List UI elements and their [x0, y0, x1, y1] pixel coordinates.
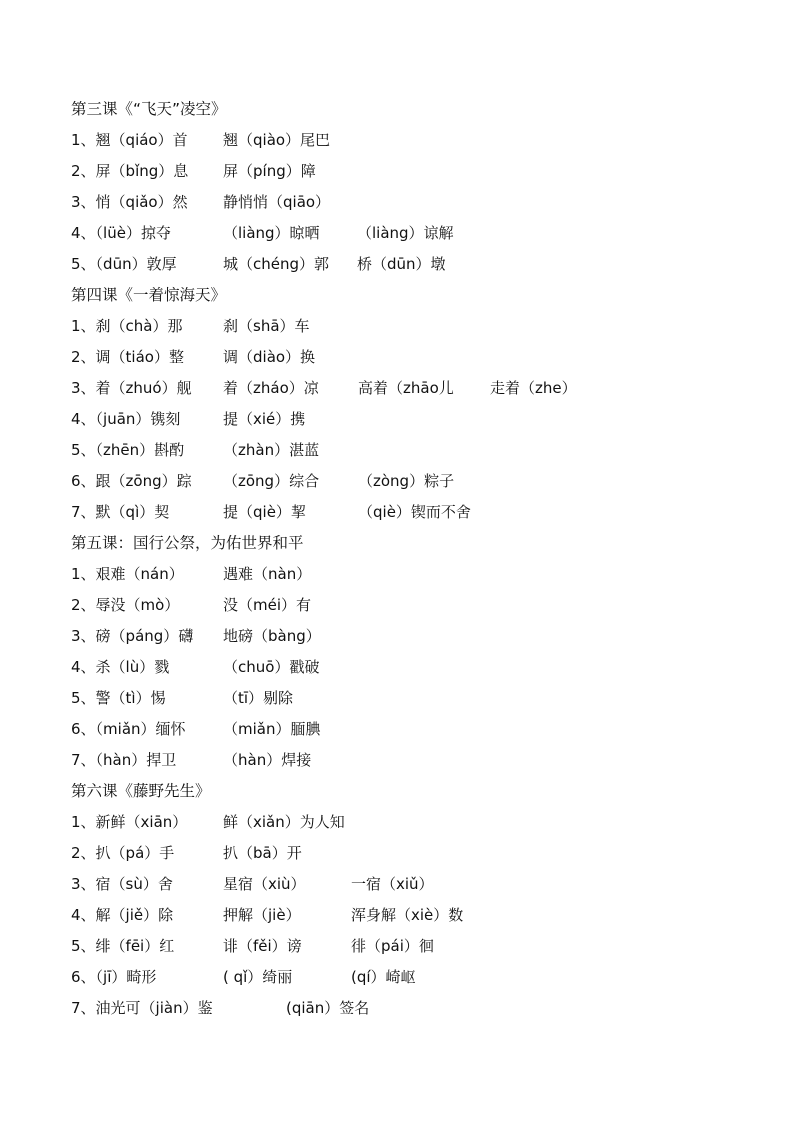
- entry-cell: （zòng）粽子: [358, 471, 455, 490]
- entry-row: [71, 403, 577, 434]
- section-title: 第三课《“飞天”凌空》: [71, 99, 227, 118]
- entry-cell: 地磅（bàng）: [223, 626, 321, 645]
- entry-cell: （zhàn）湛蓝: [223, 440, 320, 459]
- entry-cell: （liàng）晾晒: [223, 223, 320, 242]
- entry-cell: 7、（hàn）捍卫: [71, 750, 177, 769]
- entry-row: [71, 682, 577, 713]
- entry-cell: 星宿（xiù）: [223, 874, 306, 893]
- entry-cell: 6、（miǎn）缅怀: [71, 719, 186, 738]
- entry-cell: 城（chéng）郭: [223, 254, 330, 273]
- entry-row: [71, 372, 577, 403]
- section-lesson-4: [71, 279, 577, 527]
- entry-cell: （hàn）焊接: [223, 750, 312, 769]
- entry-cell: 高着（zhāo儿: [358, 378, 454, 397]
- entry-cell: (qiān）签名: [286, 998, 370, 1017]
- entry-cell: ( qǐ）绮丽: [223, 967, 293, 986]
- entry-cell: (qí）崎岖: [351, 967, 416, 986]
- entry-cell: 扒（bā）开: [223, 843, 302, 862]
- entry-cell: 5、绯（fēi）红: [71, 936, 175, 955]
- entry-cell: 3、宿（sù）舍: [71, 874, 173, 893]
- entry-cell: 1、刹（chà）那: [71, 316, 183, 335]
- entry-cell: 押解（jiè）: [223, 905, 301, 924]
- entry-cell: 翘（qiào）尾巴: [223, 130, 331, 149]
- entry-cell: 7、默（qì）契: [71, 502, 170, 521]
- entry-cell: 1、翘（qiáo）首: [71, 130, 188, 149]
- entry-cell: 4、（lüè）掠夺: [71, 223, 171, 242]
- entry-row: [71, 713, 577, 744]
- entry-cell: 2、调（tiáo）整: [71, 347, 184, 366]
- entry-row: [71, 589, 577, 620]
- entry-row: [71, 186, 577, 217]
- entry-cell: 桥（dūn）墩: [357, 254, 446, 273]
- entry-row: [71, 930, 577, 961]
- entry-cell: 1、新鲜（xiān）: [71, 812, 188, 831]
- entry-row: [71, 837, 577, 868]
- entry-cell: 提（xié）携: [223, 409, 306, 428]
- entry-row: [71, 961, 577, 992]
- entry-row: [71, 217, 577, 248]
- entry-cell: 诽（fěi）谤: [223, 936, 302, 955]
- entry-row: [71, 744, 577, 775]
- entry-cell: 没（méi）有: [223, 595, 312, 614]
- entry-cell: （qiè）锲而不舍: [358, 502, 471, 521]
- entry-cell: （tī）剔除: [223, 688, 294, 707]
- entry-row: [71, 899, 577, 930]
- entry-cell: 一宿（xiǔ）: [351, 874, 434, 893]
- entry-row: [71, 341, 577, 372]
- entry-cell: （chuō）戳破: [223, 657, 320, 676]
- entry-cell: 屏（píng）障: [223, 161, 316, 180]
- entry-cell: 4、杀（lù）戮: [71, 657, 170, 676]
- entry-cell: 5、警（tì）惕: [71, 688, 166, 707]
- entry-cell: 6、跟（zōng）踪: [71, 471, 192, 490]
- entry-row: [71, 651, 577, 682]
- section-lesson-6: [71, 775, 577, 1023]
- entry-cell: 刹（shā）车: [223, 316, 310, 335]
- section-lesson-5: [71, 527, 577, 775]
- section-title: 第四课《一着惊海天》: [71, 285, 227, 304]
- entry-cell: 5、（zhēn）斟酌: [71, 440, 185, 459]
- entry-row: [71, 155, 577, 186]
- entry-row: [71, 496, 577, 527]
- entry-cell: 4、解（jiě）除: [71, 905, 174, 924]
- entry-cell: 3、着（zhuó）舰: [71, 378, 192, 397]
- entry-row: [71, 124, 577, 155]
- entry-cell: 徘（pái）徊: [351, 936, 434, 955]
- entry-cell: 1、艰难（nán）: [71, 564, 184, 583]
- entry-cell: 走着（zhe）: [490, 378, 577, 397]
- entry-cell: 3、磅（páng）礴: [71, 626, 194, 645]
- entry-cell: 2、屏（bǐng）息: [71, 161, 189, 180]
- entry-cell: 7、油光可（jiàn）鉴: [71, 998, 213, 1017]
- entry-row: [71, 620, 577, 651]
- entry-cell: 提（qiè）挈: [223, 502, 306, 521]
- entry-row: [71, 465, 577, 496]
- entry-cell: （miǎn）腼腆: [223, 719, 321, 738]
- entry-cell: 调（diào）换: [223, 347, 316, 366]
- entry-cell: 鲜（xiǎn）为人知: [223, 812, 345, 831]
- section-title: 第五课：国行公祭，为佑世界和平: [71, 533, 304, 552]
- entry-cell: 遇难（nàn）: [223, 564, 312, 583]
- entry-cell: （liàng）谅解: [357, 223, 454, 242]
- section-title: 第六课《藤野先生》: [71, 781, 211, 800]
- entry-cell: 5、（dūn）敦厚: [71, 254, 177, 273]
- entry-cell: 3、悄（qiǎo）然: [71, 192, 188, 211]
- entry-cell: （zōng）综合: [223, 471, 320, 490]
- section-lesson-3: [71, 93, 577, 279]
- entry-cell: 4、（juān）镌刻: [71, 409, 181, 428]
- entry-row: [71, 434, 577, 465]
- entry-row: [71, 868, 577, 899]
- entry-row: [71, 806, 577, 837]
- entry-row: [71, 310, 577, 341]
- entry-cell: 6、（jī）畸形: [71, 967, 157, 986]
- entry-row: [71, 248, 577, 279]
- entry-cell: 2、辱没（mò）: [71, 595, 180, 614]
- entry-row: [71, 558, 577, 589]
- entry-cell: 2、扒（pá）手: [71, 843, 175, 862]
- document-content: [71, 93, 577, 1023]
- entry-cell: 静悄悄（qiāo）: [223, 192, 331, 211]
- entry-cell: 浑身解（xiè）数: [351, 905, 464, 924]
- entry-cell: 着（zháo）凉: [223, 378, 319, 397]
- entry-row: [71, 992, 577, 1023]
